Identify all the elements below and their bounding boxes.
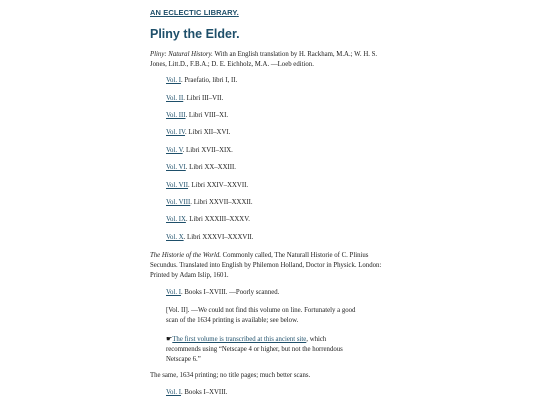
loeb-volume-6-link[interactable]: Vol. VI — [166, 164, 186, 171]
loeb-volume-3-contents: . Libri VIII–XI. — [185, 112, 229, 119]
loeb-volume-1 — [166, 76, 237, 86]
loeb-volume-9 — [166, 215, 250, 225]
loeb-volume-8-contents: . Libri XXVII–XXXII. — [190, 199, 253, 206]
transcription-note — [166, 334, 362, 365]
loeb-details: With an English translation by H. Rackham, M.A.; W. H. S. Jones, Litt.D., F.B.A.; D. E. Eichholz, M.A. —Loeb edition. — [150, 51, 378, 68]
printing-1634-volume-1 — [166, 388, 227, 398]
holland-volume-1-note: . Books I–XVIII. —Poorly scanned. — [180, 289, 280, 296]
loeb-volume-5-link[interactable]: Vol. V — [166, 147, 183, 154]
loeb-volume-8 — [166, 198, 253, 208]
loeb-volume-4 — [166, 128, 230, 138]
transcription-link[interactable]: The first volume is transcribed at this ancient site — [172, 336, 307, 343]
loeb-volume-4-link[interactable]: Vol. IV — [166, 129, 186, 136]
holland-volume-2-note: [Vol. II]. —We could not find this volume on line. Fortunately a good scan of the 1634 printing is available; see below. — [166, 307, 356, 324]
loeb-volume-10-contents: . Libri XXXVI–XXXVII. — [183, 234, 254, 241]
holland-details: Commonly called, The Naturall Historie of C. Plinius Secundus. Translated into English by Philemon Holland, Doctor in Physick. London: Printed by Adam Islip, 1601. — [150, 252, 382, 279]
printing-1634-description: The same, 1634 printing; no title pages; much better scans. — [150, 372, 311, 379]
holland-volume-1-link[interactable]: Vol. I — [166, 289, 181, 296]
loeb-volume-6 — [166, 163, 236, 173]
loeb-volume-9-link[interactable]: Vol. IX — [166, 216, 186, 223]
loeb-volume-1-link[interactable]: Vol. I — [166, 77, 181, 84]
site-home-label[interactable]: AN ECLECTIC LIBRARY — [150, 8, 237, 17]
site-home-suffix: . — [236, 8, 239, 17]
loeb-volume-9-contents: . Libri XXXIII–XXXV. — [185, 216, 250, 223]
loeb-volume-5 — [166, 146, 233, 156]
loeb-volume-10 — [166, 233, 254, 243]
loeb-volume-4-contents: . Libri XII–XVI. — [185, 129, 231, 136]
loeb-volume-2 — [166, 94, 223, 104]
loeb-volume-3-link[interactable]: Vol. III — [166, 112, 186, 119]
holland-title: The Historie of the World. — [150, 252, 221, 259]
holland-description — [150, 251, 392, 281]
loeb-volume-2-contents: . Libri III–VII. — [183, 95, 224, 102]
printing-1634-volume-1-contents: . Books I–XVIII. — [180, 389, 228, 396]
loeb-volume-6-contents: . Libri XX–XXIII. — [185, 164, 236, 171]
loeb-volume-7-link[interactable]: Vol. VII — [166, 182, 189, 189]
loeb-volume-7-contents: . Libri XXIV–XXVII. — [188, 182, 249, 189]
loeb-volume-10-link[interactable]: Vol. X — [166, 234, 184, 241]
loeb-title: Pliny: Natural History. — [150, 51, 213, 58]
holland-volume-1 — [166, 288, 279, 298]
loeb-description — [150, 50, 392, 70]
loeb-volume-1-contents: . Praefatio, libri I, II. — [180, 77, 238, 84]
loeb-volume-5-contents: . Libri XVII–XIX. — [182, 147, 233, 154]
loeb-volume-3 — [166, 111, 228, 121]
loeb-volume-2-link[interactable]: Vol. II — [166, 95, 184, 102]
page-title: Pliny the Elder. — [150, 27, 240, 41]
printing-1634-volume-1-link[interactable]: Vol. I — [166, 389, 181, 396]
loeb-volume-8-link[interactable]: Vol. VIII — [166, 199, 191, 206]
transcription-remark: , which recommends using “Netscape 4 or higher, but not the horrendous Netscape 6.” — [166, 336, 343, 363]
loeb-volume-7 — [166, 181, 248, 191]
pointing-hand-icon: ☛ — [166, 335, 173, 343]
site-home-link[interactable] — [150, 8, 239, 17]
